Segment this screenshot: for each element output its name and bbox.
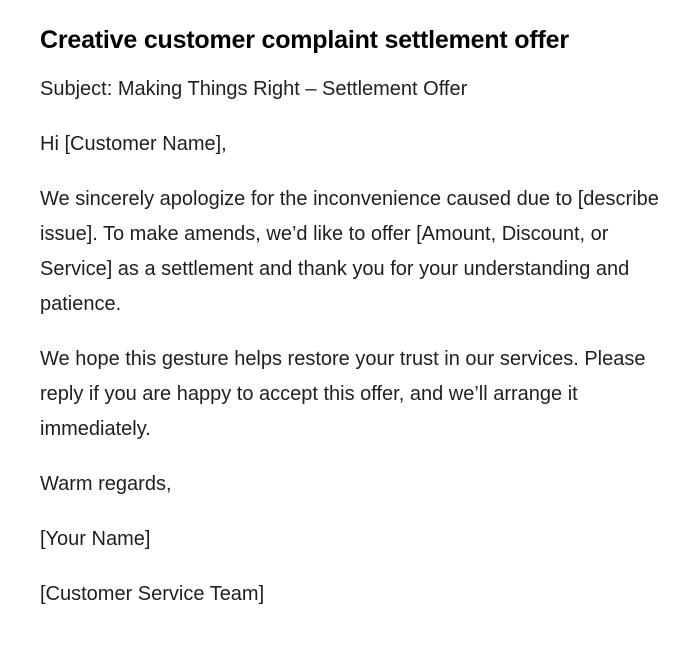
greeting: Hi [Customer Name], [40, 133, 227, 155]
document [40, 22, 660, 632]
signature-team: [Customer Service Team] [40, 583, 265, 605]
subject-line: Subject: Making Things Right – Settlement Offer [40, 78, 468, 100]
body-paragraph: We hope this gesture helps restore your trust in our services. Please reply if you are happy to accept this offer, and we’ll arrange it immediately. [40, 348, 646, 440]
signature-name: [Your Name] [40, 528, 151, 550]
closing: Warm regards, [40, 473, 172, 495]
body-paragraph: We sincerely apologize for the inconvenience caused due to [describe issue]. To make amends, we’d like to offer [Amount, Discount, or Service] as a settlement and thank you for your understanding and patience. [40, 188, 659, 315]
document-title: Creative customer complaint settlement offer [40, 26, 569, 54]
